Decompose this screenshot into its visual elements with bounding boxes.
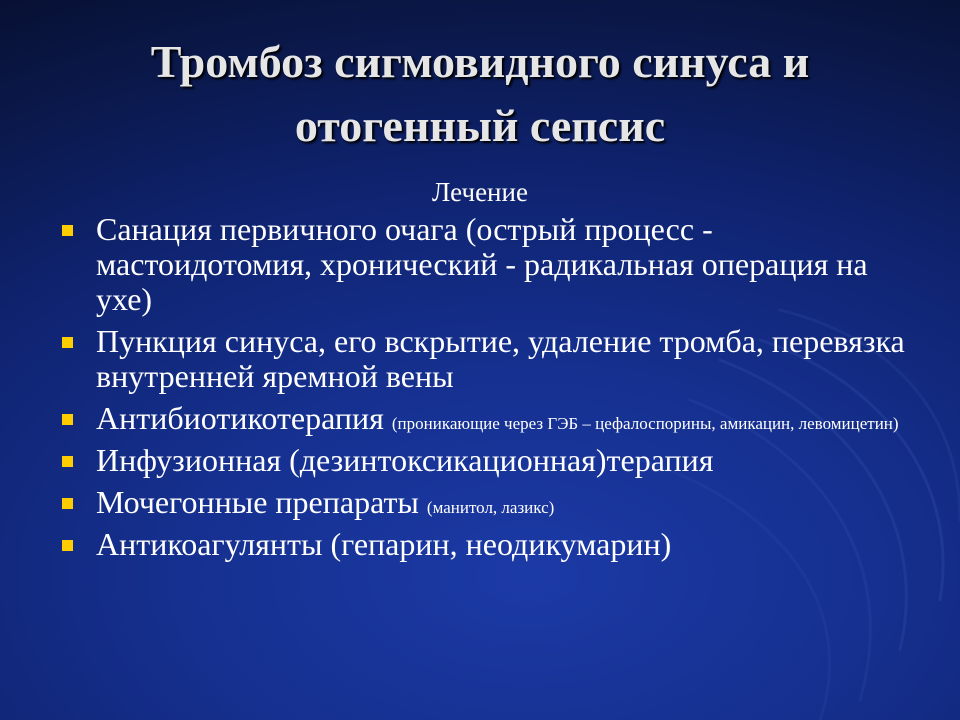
bullet-note: (проникающие через ГЭБ – цефалоспорины, амикацин, левомицетин) [391,414,899,433]
square-bullet-icon [62,456,73,467]
slide-title [40,30,920,158]
bullet-item-diuretics [60,485,920,520]
bullet-item-sinus-puncture [60,324,920,394]
bullet-item-sanation [60,212,920,317]
title-line-2: отогенный сепсис [294,100,666,151]
square-bullet-icon [62,498,73,509]
bullet-text: Пункция синуса, его вскрытие, удаление тромба, перевязка внутренней яремной вены [96,323,905,394]
square-bullet-icon [62,337,73,348]
bullet-item-anticoagulants [60,527,920,562]
subtitle: Лечение [432,177,528,207]
bullet-text: Антибиотикотерапия [96,400,384,436]
bullet-item-infusion-therapy [60,443,920,478]
square-bullet-icon [62,540,73,551]
bullet-text: Инфузионная (дезинтоксикационная)терапия [96,442,714,478]
bullet-text: Санация первичного очага (острый процесс - мастоидотомия, хронический - радикальная операция на ухе) [96,211,868,317]
square-bullet-icon [62,414,73,425]
bullet-list [60,212,920,569]
bullet-note: (манитол, лазикс) [426,498,555,517]
title-line-1: Тромбоз сигмовидного синуса и [150,36,810,87]
square-bullet-icon [62,225,73,236]
bullet-item-antibiotic-therapy [60,401,920,436]
bullet-text: Антикоагулянты (гепарин, неодикумарин) [96,526,672,562]
bullet-text: Мочегонные препараты [96,484,419,520]
